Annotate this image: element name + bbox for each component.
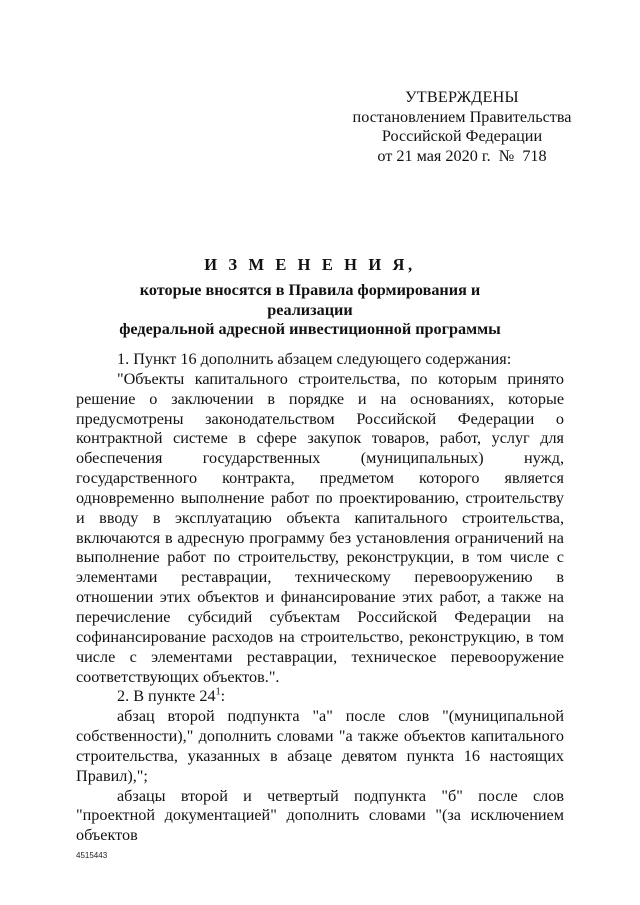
paragraph-item-1: 1. Пункт 16 дополнить абзацем следующего содержания: <box>117 350 512 368</box>
heading-subtitle-line-2: федеральной адресной инвестиционной программы <box>119 320 501 338</box>
approval-block <box>342 88 582 166</box>
approval-title: УТВЕРЖДЕНЫ <box>405 88 519 106</box>
document-number: 4515443 <box>76 851 108 860</box>
item-2-superscript: 1 <box>215 686 221 698</box>
paragraph-quoted-text: "Объекты капитального строительства, по которым принято решение о заключении в порядке и на основаниях, которые предусмотрены законодательством Российской Федерации о контрактной системе в сфере закупок товаров, работ, услуг для обеспечения государственных (муниципальных) нужд, государственного контракта, предметом которого является одновременно выполнение работ по проектированию, строительству и вводу в эксплуатацию объекта капитального строительства, включаются в адресную программу без установления ограничений на выполнение работ по строительству, реконструкции, в том числе с элементами реставрации, техническому перевооружению в отношении этих объектов и финансирование этих работ, а также на перечисление субсидий субъектам Российской Федерации на софинансирование расходов на строительство, реконструкцию, в том числе с элементами реставрации, техническое перевооружение соответствующих объектов.". <box>76 369 564 686</box>
heading-subtitle-line-1: которые вносятся в Правила формирования и реализации <box>139 281 481 319</box>
document-heading <box>100 255 520 340</box>
approval-line-date-number: от 21 мая 2020 г. № 718 <box>377 146 547 165</box>
paragraph-subitem-a: абзац второй подпункта "а" после слов "(муниципальной собственности)," дополнить словами "а также объектов капитального строительства, указанных в абзаце девятом пункта 16 настоящих Правил),"; <box>76 707 564 785</box>
item-2-text: 2. В пункте 24 <box>117 687 216 706</box>
paragraph-item-2 <box>76 687 564 707</box>
item-2-tail: : <box>220 687 226 706</box>
paragraph-subitem-b: абзацы второй и четвертый подпункта "б" после слов "проектной документацией" дополнить словами "(за исключением объектов <box>76 786 564 845</box>
heading-title: И З М Е Н Е Н И Я, <box>204 255 416 274</box>
approval-line-government: Российской Федерации <box>381 127 543 145</box>
document-body <box>76 350 564 846</box>
approval-line-decree: постановлением Правительства <box>352 107 572 126</box>
